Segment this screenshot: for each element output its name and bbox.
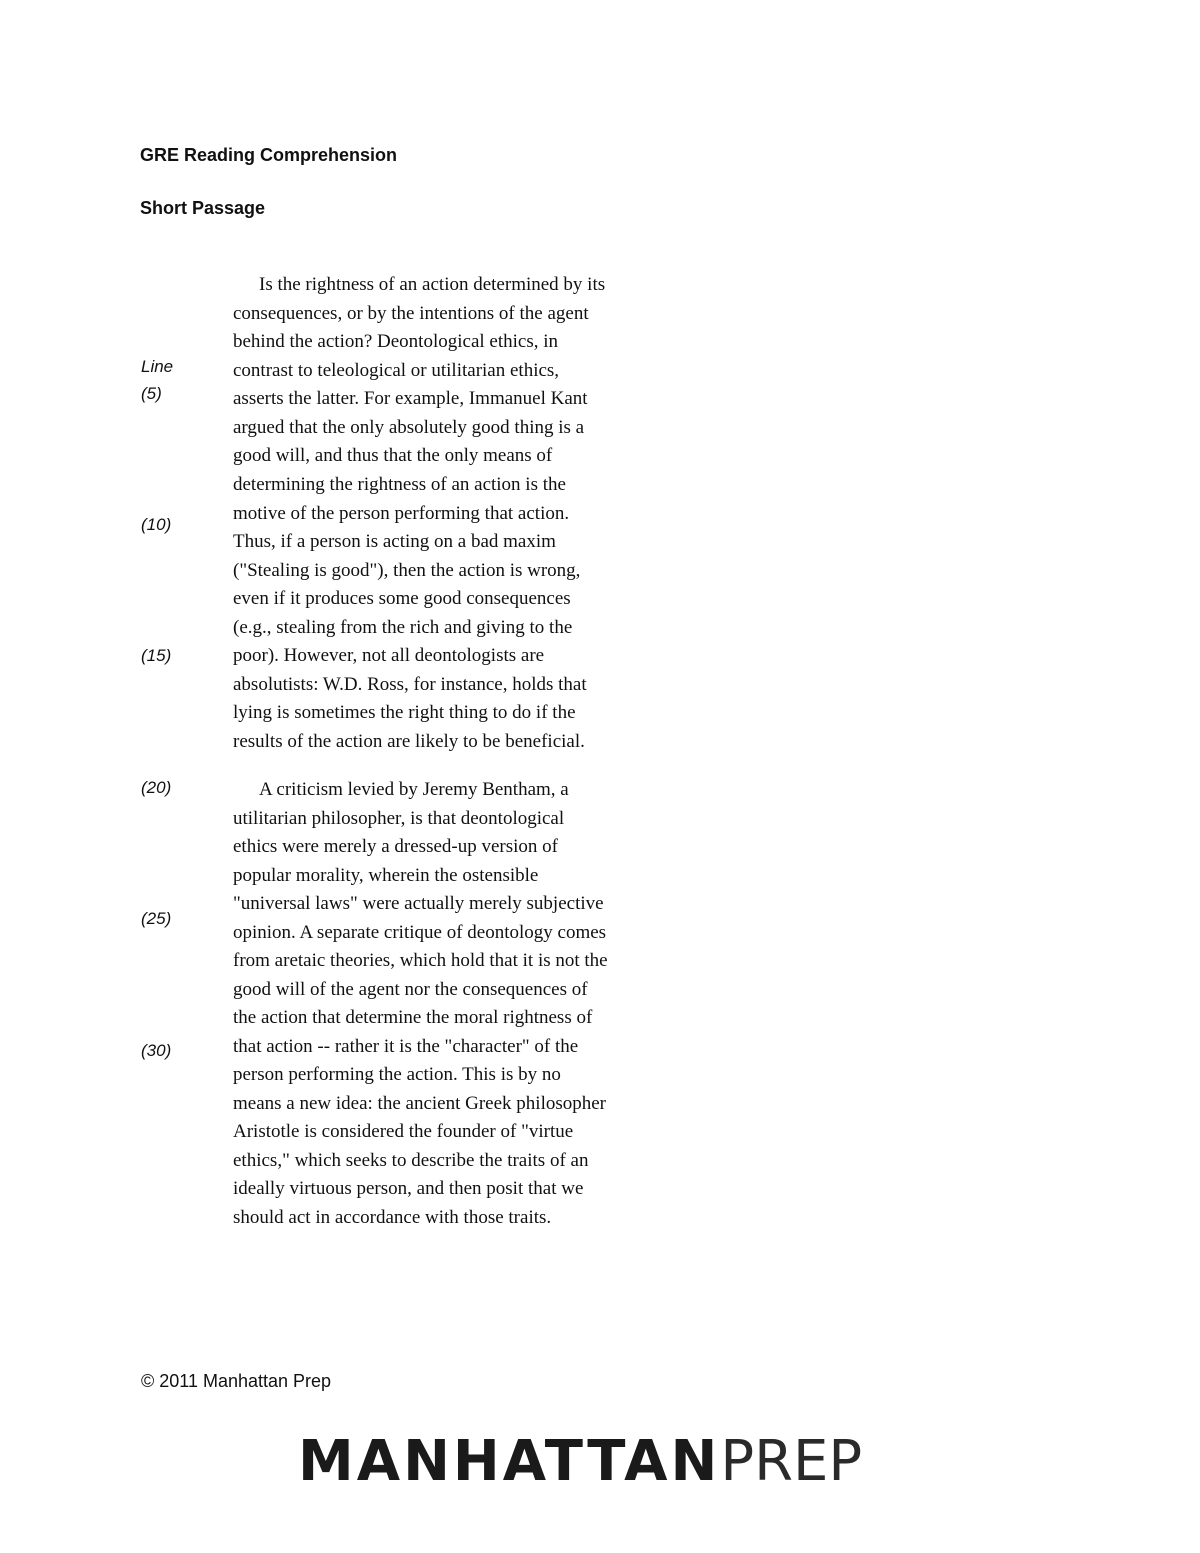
- passage-line: opinion. A separate critique of deontology comes: [233, 922, 607, 943]
- document-title: GRE Reading Comprehension: [140, 145, 398, 165]
- passage-line: contrast to teleological or utilitarian ethics,: [233, 360, 560, 381]
- passage-line: ("Stealing is good"), then the action is wrong,: [233, 560, 581, 581]
- passage-line: ideally virtuous person, and then posit that we: [233, 1178, 584, 1199]
- passage-line: motive of the person performing that action.: [233, 503, 570, 524]
- passage-line: from aretaic theories, which hold that it is not the: [233, 950, 608, 971]
- manhattan-prep-logo: [298, 1430, 862, 1494]
- passage-line: lying is sometimes the right thing to do if the: [233, 702, 576, 723]
- passage-line: poor). However, not all deontologists are: [233, 645, 545, 666]
- passage-line: behind the action? Deontological ethics, in: [233, 331, 559, 352]
- passage-line: A criticism levied by Jeremy Bentham, a: [259, 779, 569, 800]
- line-marker-20: (20): [141, 778, 172, 797]
- copyright-notice: © 2011 Manhattan Prep: [141, 1371, 332, 1391]
- passage-line: consequences, or by the intentions of the agent: [233, 303, 589, 324]
- passage-line: means a new idea: the ancient Greek philosopher: [233, 1093, 606, 1114]
- line-marker-label: Line: [141, 357, 174, 376]
- passage-line: should act in accordance with those traits.: [233, 1207, 552, 1228]
- passage-line: utilitarian philosopher, is that deontological: [233, 808, 565, 829]
- passage-line: popular morality, wherein the ostensible: [233, 865, 539, 886]
- passage-line: "universal laws" were actually merely subjective: [233, 893, 604, 914]
- passage-line: (e.g., stealing from the rich and giving to the: [233, 617, 573, 638]
- line-marker-25: (25): [141, 909, 172, 928]
- passage-line: that action -- rather it is the "character" of the: [233, 1036, 579, 1057]
- document-subtitle: Short Passage: [140, 198, 266, 218]
- passage-line: ethics were merely a dressed-up version of: [233, 836, 558, 857]
- logo-word-light: PREP: [720, 1429, 863, 1494]
- passage-line: good will of the agent nor the consequences of: [233, 979, 588, 1000]
- passage-line: person performing the action. This is by no: [233, 1064, 561, 1085]
- passage-line: argued that the only absolutely good thing is a: [233, 417, 585, 438]
- passage-line: absolutists: W.D. Ross, for instance, holds that: [233, 674, 587, 695]
- passage-line: ethics," which seeks to describe the traits of an: [233, 1150, 589, 1171]
- logo-word-bold: MANHATTAN: [298, 1429, 721, 1494]
- line-marker-15: (15): [141, 646, 172, 665]
- line-marker-10: (10): [141, 515, 172, 534]
- passage-line: Is the rightness of an action determined by its: [259, 274, 606, 295]
- passage-line: the action that determine the moral rightness of: [233, 1007, 593, 1028]
- passage-line: results of the action are likely to be beneficial.: [233, 731, 585, 752]
- passage-line: good will, and thus that the only means of: [233, 445, 553, 466]
- passage-line: Aristotle is considered the founder of "virtue: [233, 1121, 574, 1142]
- passage-line: even if it produces some good consequences: [233, 588, 571, 609]
- passage-line: determining the rightness of an action is the: [233, 474, 566, 495]
- passage-line: asserts the latter. For example, Immanuel Kant: [233, 388, 588, 409]
- line-marker-5: (5): [141, 384, 162, 403]
- passage-line: Thus, if a person is acting on a bad maxim: [233, 531, 556, 552]
- line-marker-30: (30): [141, 1041, 172, 1060]
